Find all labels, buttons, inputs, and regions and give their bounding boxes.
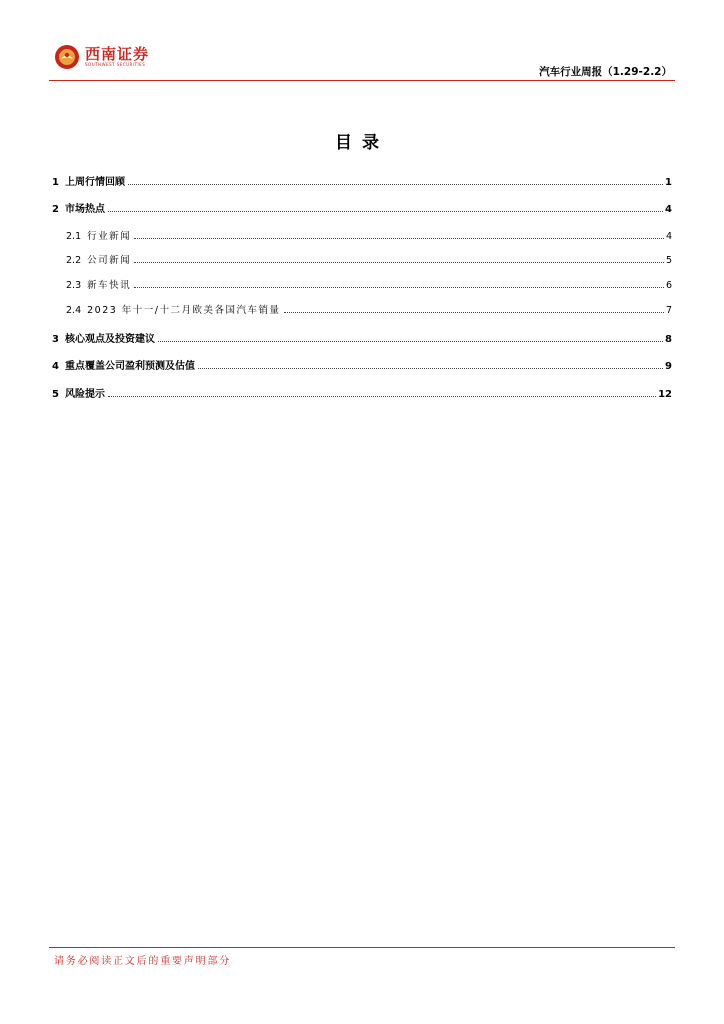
toc-entry[interactable] [52,224,672,242]
toc-entry[interactable] [52,197,672,215]
logo-name-en: SOUTHWEST SECURITIES [85,62,146,67]
toc-entry-label: 市场热点 [64,204,105,215]
toc-entry[interactable] [52,327,672,345]
toc-dot-leader [284,312,664,313]
toc-entry-label: 上周行情回顾 [64,177,125,188]
toc-entry-page: 9 [665,361,672,372]
logo-name-cn: 西南证券 [85,45,150,63]
company-logo [54,44,149,70]
toc-entry-number: 4 [52,361,59,372]
header-divider [49,80,675,81]
toc-entry-page: 1 [665,177,672,188]
toc-entry-number: 2.2 [66,255,82,266]
toc-entry-label: 核心观点及投资建议 [64,334,155,345]
company-logo-icon [54,44,80,70]
toc-entry-label: 公司新闻 [87,255,132,266]
toc-entry-label: 重点覆盖公司盈利预测及估值 [64,361,195,372]
toc-entry-number: 1 [52,177,59,188]
toc-entry-label: 2023 年十一/十二月欧美各国汽车销量 [87,305,281,316]
toc-entry[interactable] [52,273,672,291]
toc-dot-leader [108,211,663,212]
toc-dot-leader [108,396,656,397]
footer-divider [49,947,675,948]
toc-entry-page: 12 [658,389,672,400]
toc-entry[interactable] [52,382,672,400]
toc-entry-page: 5 [665,255,672,266]
toc-entry-number: 2.1 [66,231,82,242]
toc-entry-page: 4 [665,204,672,215]
toc-entry-label: 行业新闻 [87,231,132,242]
footer-disclaimer: 请务必阅读正文后的重要声明部分 [54,956,231,967]
toc-entry[interactable] [52,298,672,316]
toc-dot-leader [198,368,663,369]
toc-dot-leader [134,262,664,263]
toc-entry-label: 风险提示 [64,389,105,400]
toc-entry[interactable] [52,170,672,188]
toc-entry-page: 6 [665,280,672,291]
toc-entry-number: 5 [52,389,59,400]
toc-dot-leader [134,238,664,239]
toc-entry-page: 7 [665,305,672,316]
toc-entry[interactable] [52,354,672,372]
toc-entry-label: 新车快讯 [87,280,132,291]
toc-entry-page: 4 [665,231,672,242]
report-title: 汽车行业周报（1.29-2.2） [539,66,672,78]
toc-dot-leader [128,184,663,185]
toc-title: 目录 [335,133,389,153]
toc-dot-leader [158,341,663,342]
toc-dot-leader [134,287,664,288]
page-header [0,0,724,82]
toc-entry-number: 2.4 [66,305,82,316]
toc-entry[interactable] [52,248,672,266]
toc-entry-page: 8 [665,334,672,345]
toc-entry-number: 2.3 [66,280,82,291]
toc-entry-number: 2 [52,204,59,215]
toc-entry-number: 3 [52,334,59,345]
